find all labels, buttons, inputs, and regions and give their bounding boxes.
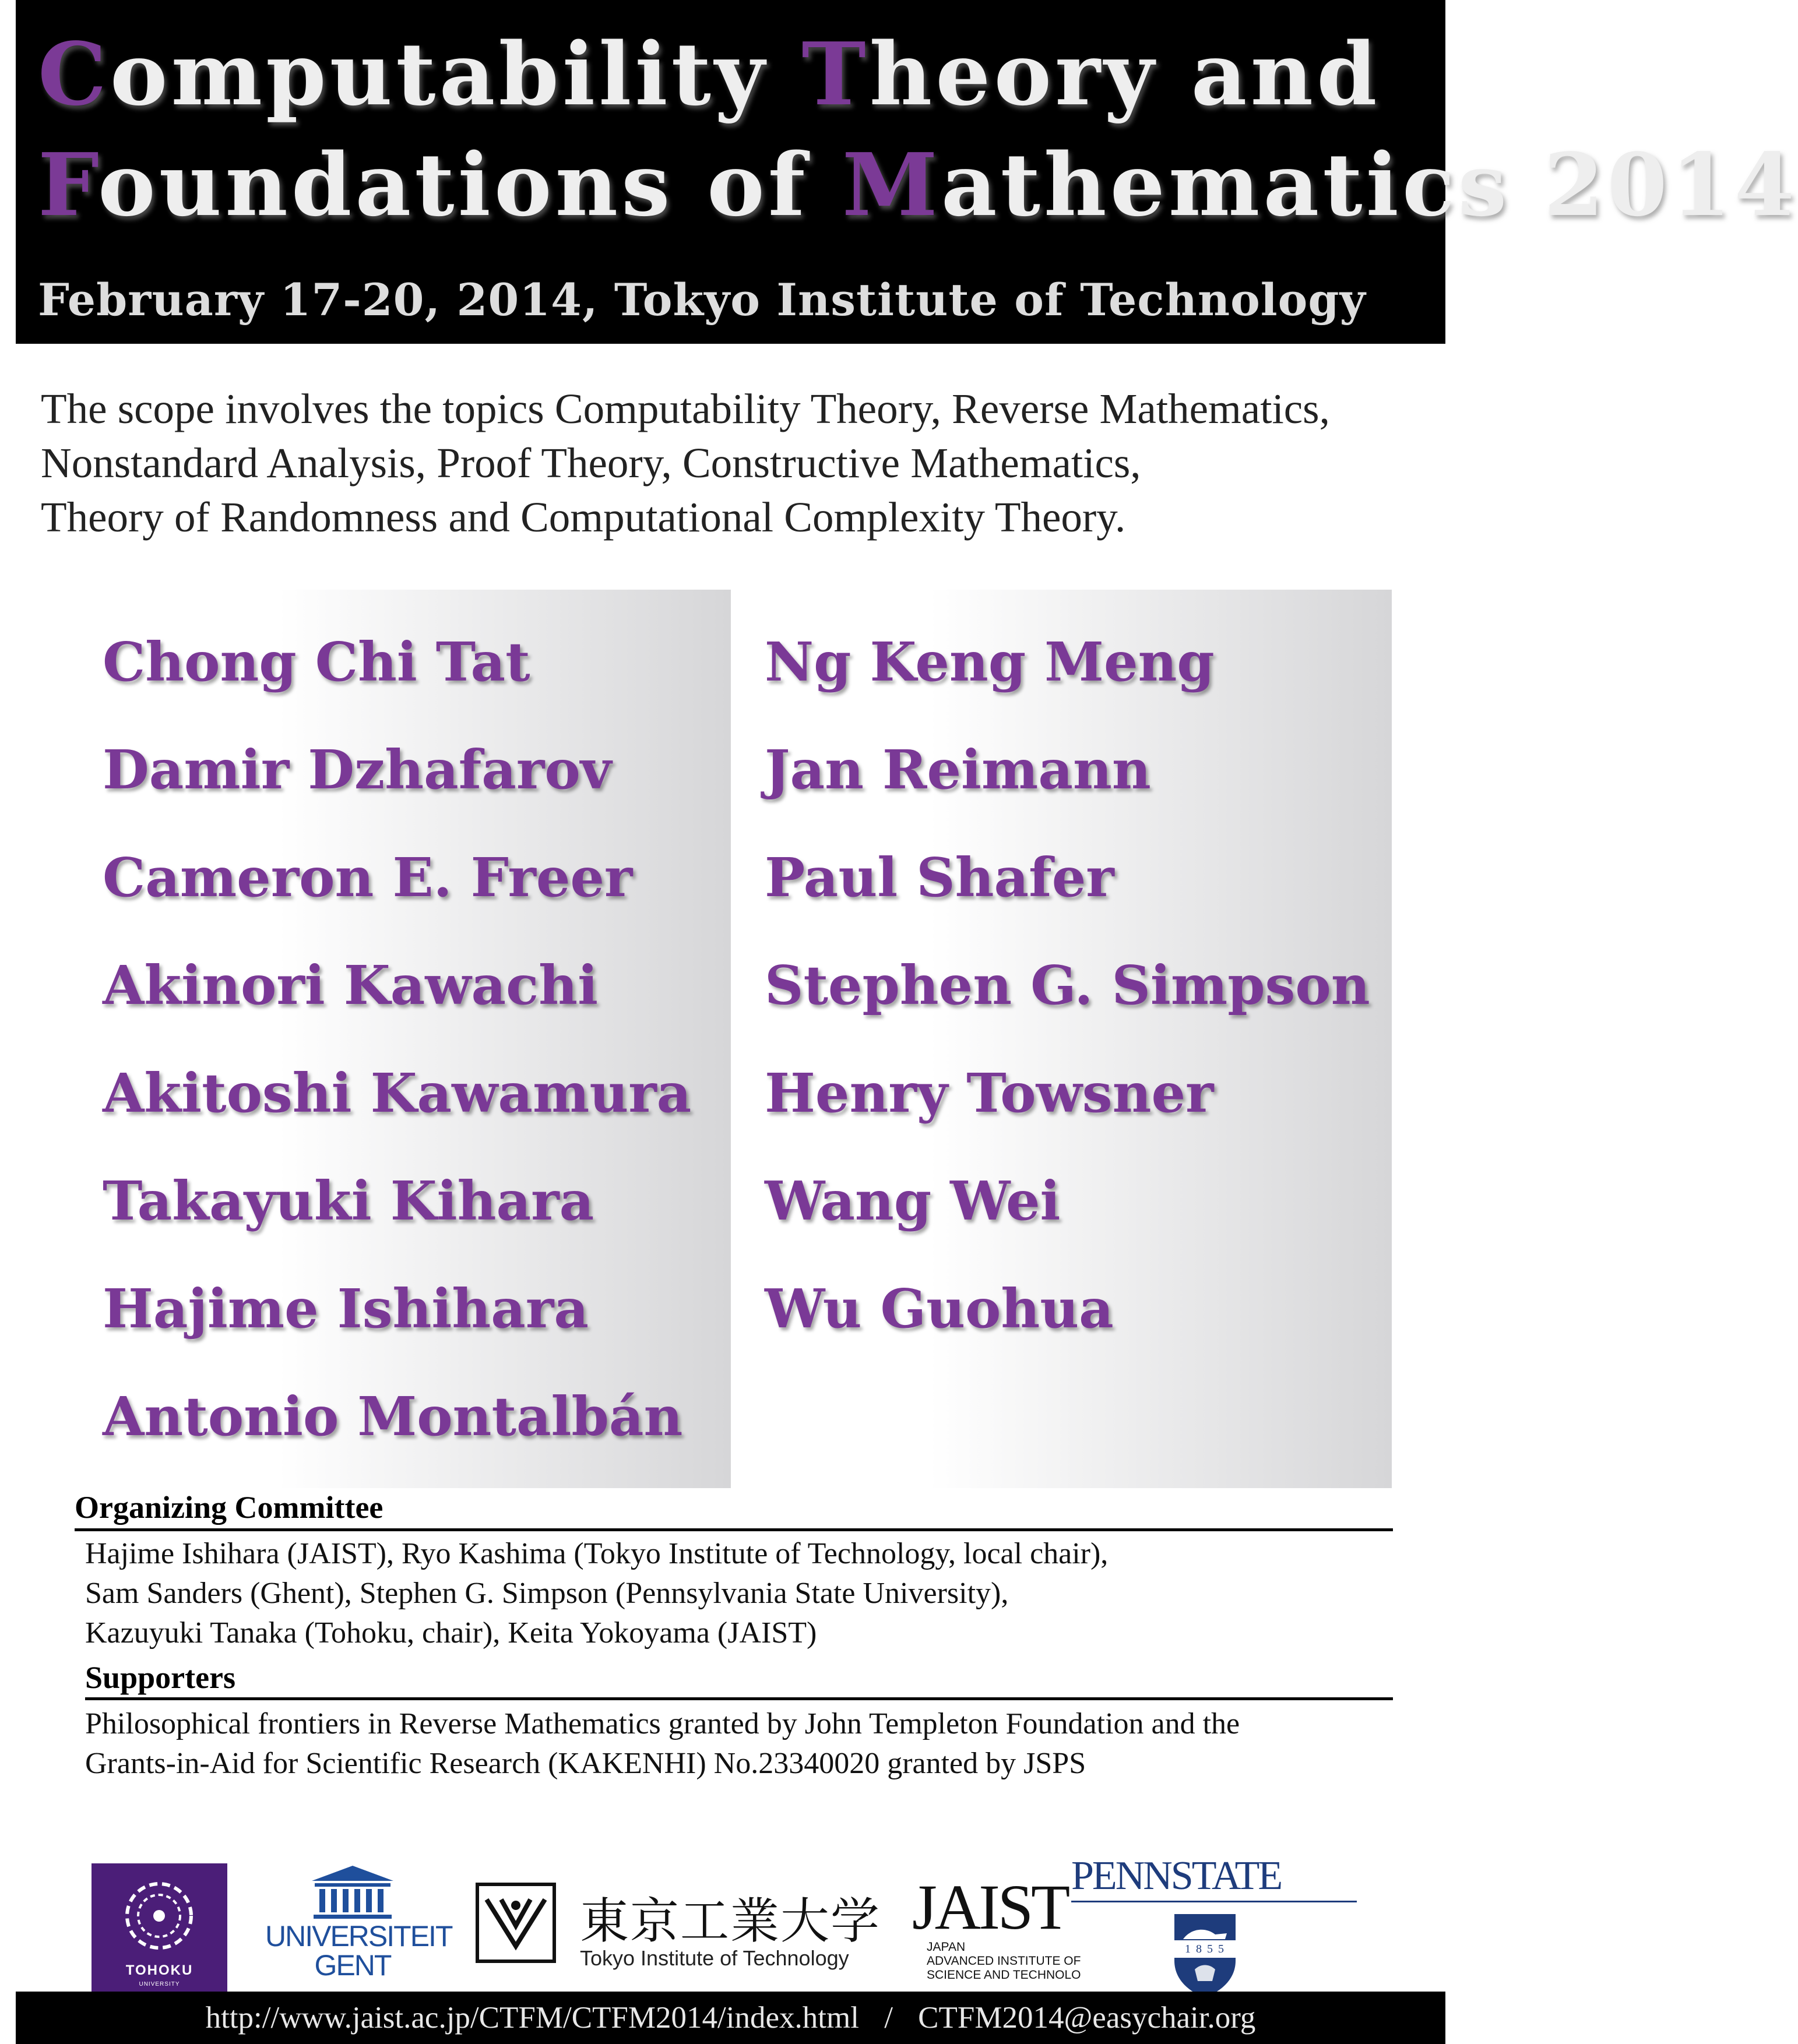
section-divider: [85, 1697, 1393, 1700]
speaker-name: Henry Towsner: [765, 1062, 1214, 1125]
supporters-text: Philosophical frontiers in Reverse Mathematics granted by John Templeton Foundation and the Grants-in-Aid for Scientific Research (KAKENHI) No.23340020 granted by JSPS: [85, 1707, 1240, 1780]
speaker-name: Takayuki Kihara: [103, 1169, 594, 1232]
tohoku-university-logo: TOHOKU UNIVERSITY: [92, 1863, 227, 1999]
scope-paragraph: [41, 382, 1428, 544]
speaker-name: Wang Wei: [765, 1169, 1061, 1232]
scope-line: The scope involves the topics Computability Theory, Reverse Mathematics,: [41, 385, 1330, 432]
website-link[interactable]: http://www.jaist.ac.jp/CTFM/CTFM2014/index.html: [205, 2001, 859, 2035]
scope-line: Nonstandard Analysis, Proof Theory, Constructive Mathematics,: [41, 439, 1141, 487]
email-link[interactable]: CTFM2014@easychair.org: [918, 2001, 1256, 2035]
speaker-name: Stephen G. Simpson: [765, 954, 1370, 1017]
speaker-name: Hajime Ishihara: [103, 1277, 589, 1340]
speaker-name: Jan Reimann: [765, 738, 1151, 801]
penn-underline: [1071, 1901, 1357, 1902]
sponsor-logos: [0, 1853, 1445, 2004]
title-line-2: Foundations of Mathematics 2014: [38, 134, 1798, 235]
event-date-venue: February 17-20, 2014, Tokyo Institute of Technology: [38, 274, 1366, 326]
speaker-name: Akinori Kawachi: [103, 954, 599, 1017]
ghent-university-logo: UNIVERSITEIT GENT: [265, 1865, 440, 2004]
swallow-emblem-icon: [475, 1882, 557, 1964]
supporters-heading: Supporters: [85, 1660, 236, 1695]
title-line-1: Computability Theory and: [38, 23, 1381, 125]
speakers-right-column: [731, 590, 1392, 1488]
speaker-name: Paul Shafer: [765, 846, 1114, 909]
organizing-committee-members: Hajime Ishihara (JAIST), Ryo Kashima (Tokyo Institute of Technology, local chair), Sam Sanders (Ghent), Stephen G. Simpson (Pennsylvania State University), Kazuyuki Tanaka (Tohoku, chair), Keita Yokoyama (JAIST): [85, 1537, 1109, 1650]
laurel-wreath-icon: [92, 1863, 227, 1962]
speaker-name: Antonio Montalbán: [103, 1385, 683, 1448]
footer-bar: [16, 1992, 1445, 2044]
title-banner: [16, 0, 1798, 344]
speakers-left-column: [84, 590, 731, 1488]
penn-state-logo: PENNSTATE 1 8 5 5: [1067, 1853, 1358, 2004]
footer-separator: /: [884, 2001, 893, 2035]
section-divider: [75, 1528, 1393, 1531]
speaker-name: Wu Guohua: [765, 1277, 1114, 1340]
jaist-logo: JAIST JAPAN ADVANCED INSTITUTE OF SCIENCE AND TECHNOLO: [912, 1872, 1081, 1982]
speaker-name: Chong Chi Tat: [103, 630, 530, 693]
columned-building-icon: [309, 1865, 396, 1920]
scope-line: Theory of Randomness and Computational Complexity Theory.: [41, 494, 1126, 541]
organizing-committee-heading: Organizing Committee: [75, 1490, 383, 1525]
speaker-name: Damir Dzhafarov: [103, 738, 612, 801]
speaker-name: Akitoshi Kawamura: [103, 1062, 692, 1125]
speaker-name: Ng Keng Meng: [765, 630, 1215, 693]
tokyo-tech-logo: 東京工業大学 Tokyo Institute of Technology: [475, 1876, 860, 1993]
speaker-name: Cameron E. Freer: [103, 846, 633, 909]
